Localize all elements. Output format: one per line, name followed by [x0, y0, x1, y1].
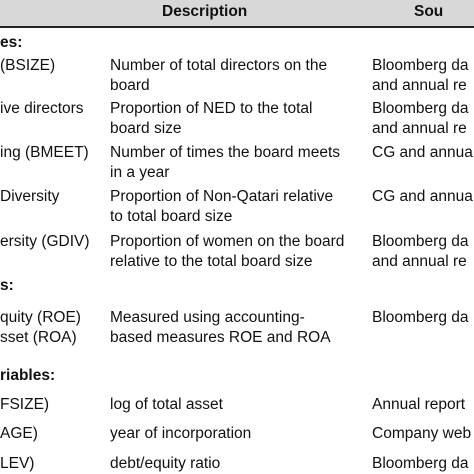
section-label: riables: — [0, 367, 56, 384]
row-description-line2: to total board size — [110, 208, 233, 225]
row-description-line1: Number of total directors on the — [110, 57, 328, 74]
header-description: Description — [162, 3, 248, 20]
row-description-line2: board — [110, 77, 150, 94]
row-source-line2: and annual re — [372, 77, 467, 94]
row-variable: (BSIZE) — [0, 57, 56, 74]
section-label: es: — [0, 34, 23, 51]
header-rule — [0, 26, 474, 28]
row-description-line1: Proportion of women on the board — [110, 233, 345, 250]
row-source-line1: CG and annua — [372, 144, 473, 161]
header-source: Sou — [414, 3, 444, 20]
row-variable: ive directors — [0, 100, 84, 117]
row-variable: AGE) — [0, 425, 38, 442]
row-description-line2: board size — [110, 120, 182, 137]
row-variable: quity (ROE) — [0, 309, 81, 326]
row-description-line1: year of incorporation — [110, 425, 252, 442]
row-variable: FSIZE) — [0, 396, 50, 413]
row-description-line1: Measured using accounting- — [110, 309, 305, 326]
row-description-line2: based measures ROE and ROA — [110, 329, 331, 346]
row-source-line1: Bloomberg da — [372, 233, 469, 250]
row-source-line1: Bloomberg da — [372, 309, 469, 326]
row-description-line1: log of total asset — [110, 396, 223, 413]
row-source-line1: Bloomberg da — [372, 100, 469, 117]
row-variable-line2: sset (ROA) — [0, 329, 77, 346]
row-description-line2: relative to the total board size — [110, 253, 313, 270]
row-variable: ing (BMEET) — [0, 144, 89, 161]
row-variable: Diversity — [0, 188, 60, 205]
row-source-line1: Bloomberg da — [372, 57, 469, 74]
section-label: s: — [0, 277, 14, 294]
row-description-line1: Proportion of NED to the total — [110, 100, 313, 117]
row-variable: ersity (GDIV) — [0, 233, 90, 250]
row-source-line1: CG and annua — [372, 188, 473, 205]
row-source-line1: Annual report — [372, 396, 466, 413]
row-description-line1: Number of times the board meets — [110, 144, 341, 161]
row-source-line1: Bloomberg da — [372, 455, 469, 472]
row-description-line2: in a year — [110, 164, 170, 181]
row-source-line1: Company web — [372, 425, 472, 442]
row-variable: LEV) — [0, 455, 35, 472]
row-description-line1: debt/equity ratio — [110, 455, 221, 472]
row-source-line2: and annual re — [372, 253, 467, 270]
row-description-line1: Proportion of Non-Qatari relative — [110, 188, 334, 205]
row-source-line2: and annual re — [372, 120, 467, 137]
